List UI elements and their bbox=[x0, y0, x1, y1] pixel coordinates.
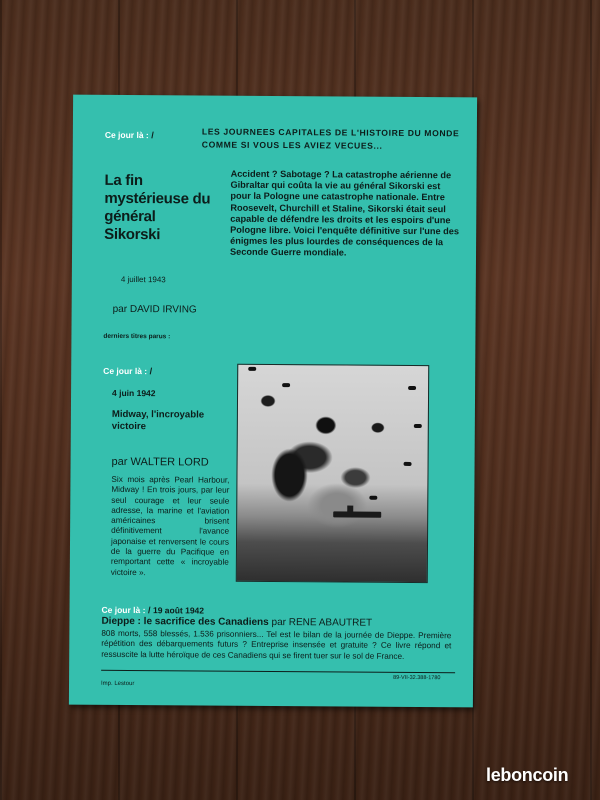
book-blurb: Accident ? Sabotage ? La catastrophe aérienne de Gibraltar qui coûta la vie au général Sikorski est pour la Pologne une catastrophe nationale. Entre Roosevelt, Churchill et Staline, Sikorski était seul capable de défendre les droits et les espoirs d'une Pologne libre. Voici l'enquête définitive sur l'une des énigmes les plus lourdes de conséquences de la Seconde Guerre mondiale. bbox=[230, 168, 460, 258]
plane-silhouette bbox=[369, 496, 377, 500]
plane-silhouette bbox=[404, 462, 412, 466]
book2-series-label: Ce jour là : / bbox=[103, 365, 153, 377]
plane-silhouette bbox=[248, 367, 256, 371]
battle-photo bbox=[236, 364, 430, 583]
book3-text: 808 morts, 558 blessés, 1.536 prisonniers... Tel est le bilan de la journée de Dieppe. Première répétition des débarquements futurs ? Entreprise insensée et gratuite ? Ce livre répond et ressuscite la lutte héroïque de ces Canadiens qui se firent tuer sur le sol de France. bbox=[101, 628, 452, 661]
book-date: 4 juillet 1943 bbox=[120, 274, 166, 285]
printer-credit: Imp. Lestour bbox=[101, 680, 135, 688]
watermark-logo: leboncoin bbox=[486, 765, 569, 785]
book2-excerpt: Six mois après Pearl Harbour, Midway ! En trois jours, par leur seul courage et leur seule adresse, la marine et l'aviation américaines brisent définitivement l'avance japonaise et renversent le cours de la guerre du Pacifique en remportant cette « incroyable victoire ». bbox=[110, 474, 230, 577]
plane-silhouette bbox=[408, 386, 416, 390]
book-title: La fin mystérieuse du général Sikorski bbox=[104, 171, 211, 244]
book-author: par DAVID IRVING bbox=[112, 303, 197, 316]
book2-title: Midway, l'incroyable victoire bbox=[111, 408, 205, 432]
book3-date: 19 août 1942 bbox=[152, 605, 205, 616]
book-back-cover bbox=[69, 95, 477, 708]
series-tagline: LES JOURNEES CAPITALES DE L'HISTOIRE DU MONDE COMME SI VOUS LES AVIEZ VECUES... bbox=[201, 126, 460, 151]
book3-series-line: Ce jour là : / 19 août 1942 bbox=[101, 604, 205, 616]
book2-date: 4 juin 1942 bbox=[112, 387, 156, 399]
book3-author: par RENE ABAUTRET bbox=[271, 616, 373, 629]
book3-heading bbox=[101, 616, 473, 630]
footer-divider bbox=[101, 670, 455, 673]
book2-author: par WALTER LORD bbox=[111, 455, 209, 469]
plane-silhouette bbox=[414, 424, 422, 428]
book3-title: Dieppe : le sacrifice des Canadiens bbox=[101, 615, 269, 628]
aircraft-carrier-silhouette bbox=[333, 511, 381, 517]
plane-silhouette bbox=[282, 383, 290, 387]
print-reference: 89-VII-32.388-1780 bbox=[393, 674, 441, 682]
previous-titles-heading: derniers titres parus : bbox=[103, 332, 171, 341]
series-label: Ce jour là : / bbox=[104, 129, 154, 141]
